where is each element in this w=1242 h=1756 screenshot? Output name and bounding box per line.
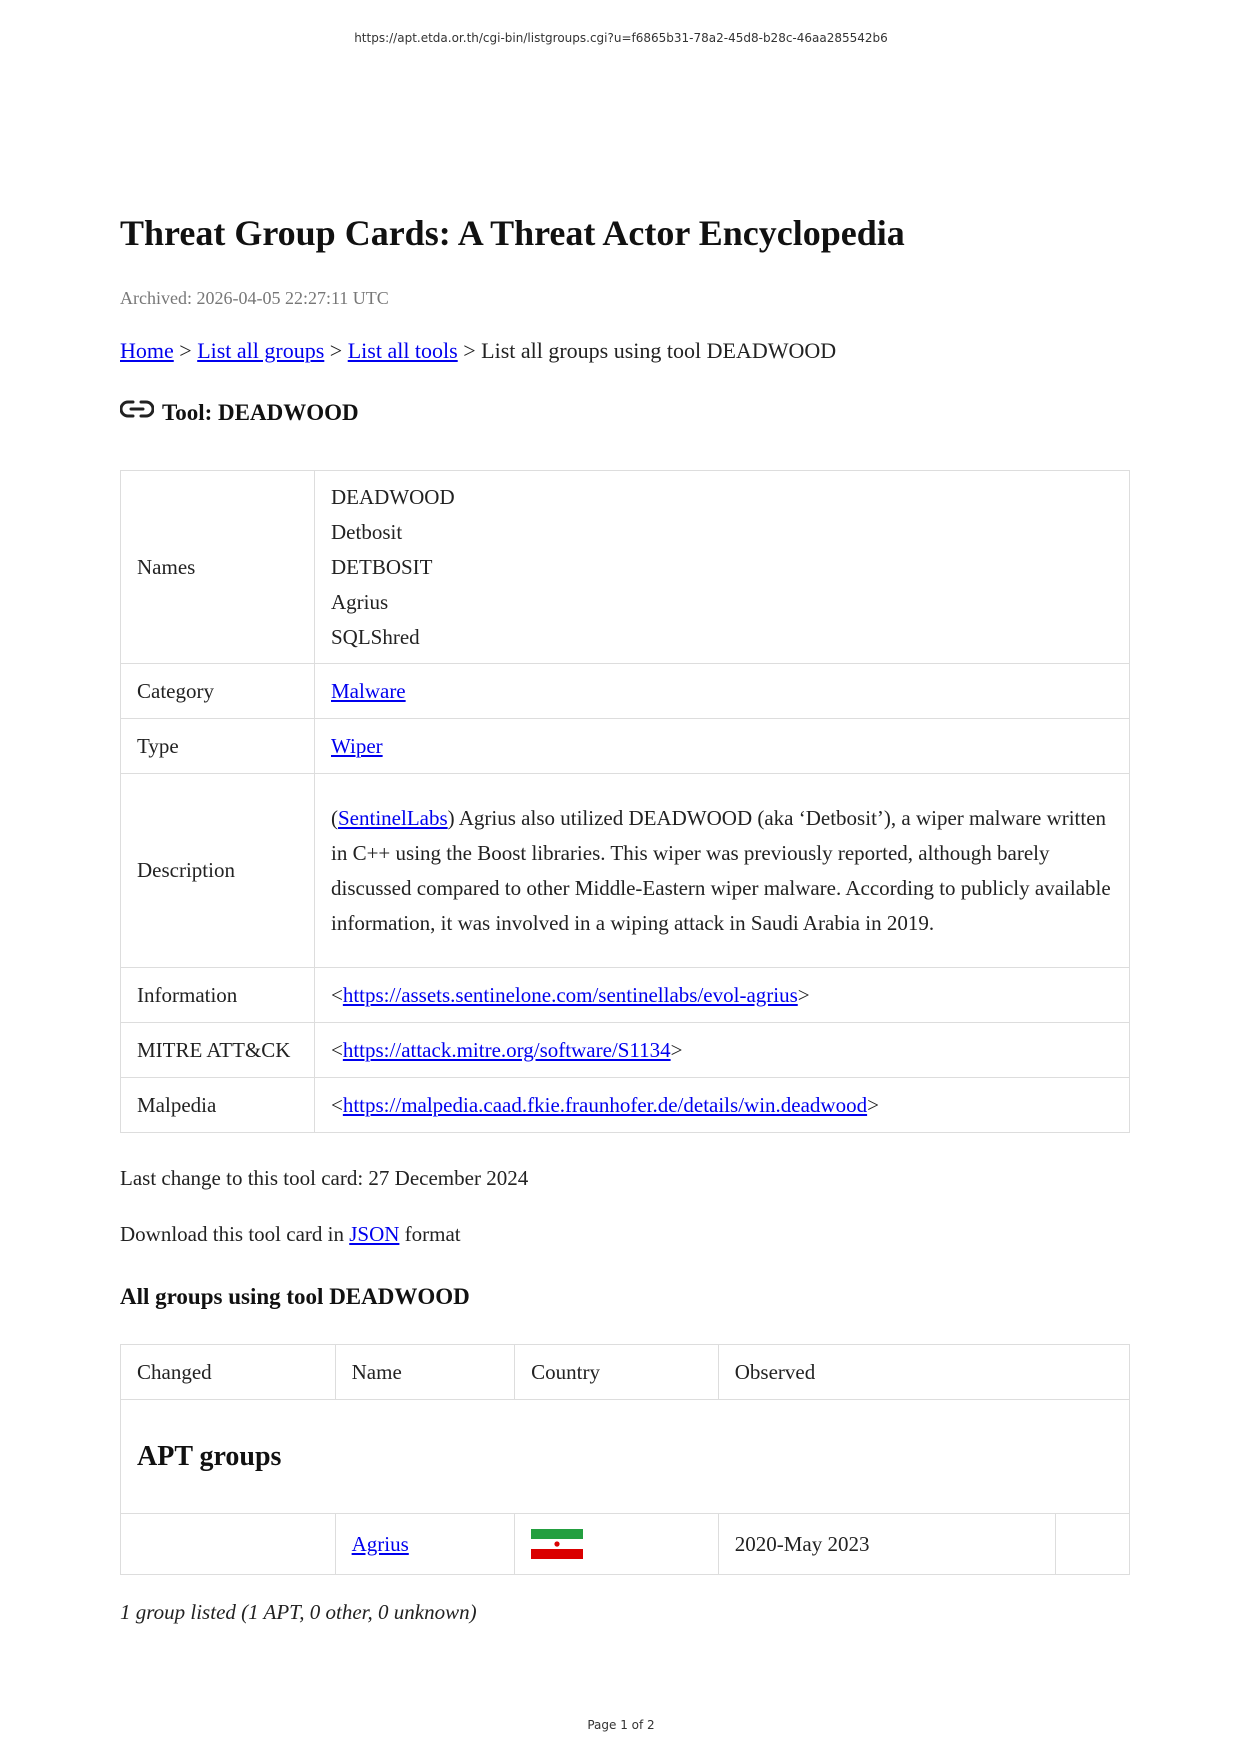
mitre-label: MITRE ATT&CK [121,1023,315,1078]
names-value [315,471,1130,664]
description-text: Agrius also utilized DEADWOOD (aka ‘Detbosit’), a wiper malware written in C++ using the Boost libraries. This wiper was previously reported, although barely discussed compared to other Middle-Eastern wiper malware. According to publicly available information, it was involved in a wiping attack in Saudi Arabia in 2019. [331,805,1111,935]
download-line [120,1222,461,1247]
tool-name: DEADWOOD [331,484,455,509]
description-value: (SentinelLabs) Agrius also utilized DEADWOOD (aka ‘Detbosit’), a wiper malware written in C++ using the Boost libraries. This wiper was previously reported, although barely discussed compared to other Middle-Eastern wiper malware. According to publicly available information, it was involved in a wiping attack in Saudi Arabia in 2019. [315,774,1130,968]
breadcrumb-home-link[interactable]: Home [120,338,174,363]
malpedia-label: Malpedia [121,1078,315,1133]
information-label: Information [121,968,315,1023]
tool-name: SQLShred [331,624,420,649]
group-name-link[interactable]: Agrius [351,1531,409,1556]
archived-timestamp: Archived: 2026-04-05 22:27:11 UTC [120,288,389,308]
malpedia-value: <https://malpedia.caad.fkie.fraunhofer.de/details/win.deadwood> [315,1078,1130,1133]
groups-table [120,1344,1130,1575]
group-country-cell [515,1514,719,1575]
json-download-link[interactable]: JSON [349,1222,400,1246]
tool-name: Detbosit [331,519,403,544]
column-header-observed: Observed [718,1345,1129,1400]
breadcrumb-current: List all groups using tool DEADWOOD [481,338,837,363]
mitre-value: <https://attack.mitre.org/software/S1134> [315,1023,1130,1078]
page-url-header: https://apt.etda.or.th/cgi-bin/listgroups.cgi?u=f6865b31-78a2-45d8-b28c-46aa285542b6 [354,31,888,45]
breadcrumb [120,338,836,364]
link-icon [120,400,154,418]
tool-details-table [120,470,1130,1133]
group-extra-cell [1055,1514,1129,1575]
table-row [121,1023,1130,1078]
breadcrumb-separator: > [179,338,192,363]
breadcrumb-separator: > [463,338,476,363]
table-row [121,1514,1130,1575]
category-label: Category [121,664,315,719]
table-row [121,774,1130,968]
groups-heading: All groups using tool DEADWOOD [120,1284,470,1309]
mitre-link[interactable]: https://attack.mitre.org/software/S1134 [342,1037,671,1062]
group-observed: 2020-May 2023 [718,1514,1055,1575]
tool-name: DETBOSIT [331,554,433,579]
names-label: Names [121,471,315,664]
group-name-cell [335,1514,515,1575]
description-label: Description [121,774,315,968]
type-label: Type [121,719,315,774]
description-source-link[interactable]: SentinelLabs [338,805,448,830]
type-link[interactable]: Wiper [331,733,383,758]
download-suffix: format [404,1222,461,1246]
table-header-row [121,1345,1130,1400]
breadcrumb-all-groups-link[interactable]: List all groups [197,338,325,363]
tool-heading-text: Tool: DEADWOOD [162,400,359,425]
table-row [121,664,1130,719]
breadcrumb-separator: > [329,338,343,363]
page-number-footer: Page 1 of 2 [587,1718,655,1732]
section-row [121,1400,1130,1514]
category-value [315,664,1130,719]
category-link[interactable]: Malware [331,678,406,703]
table-row [121,719,1130,774]
column-header-changed: Changed [121,1345,336,1400]
tool-heading [120,400,359,426]
page-title: Threat Group Cards: A Threat Actor Encyclopedia [120,213,905,253]
group-changed [121,1514,336,1575]
malpedia-link[interactable]: https://malpedia.caad.fkie.fraunhofer.de/details/win.deadwood [342,1092,868,1117]
type-value [315,719,1130,774]
table-row [121,471,1130,664]
information-value: <https://assets.sentinelone.com/sentinellabs/evol-agrius> [315,968,1130,1023]
table-row [121,1078,1130,1133]
breadcrumb-all-tools-link[interactable]: List all tools [347,338,458,363]
column-header-country: Country [515,1345,719,1400]
tool-name: Agrius [331,589,389,614]
groups-summary: 1 group listed (1 APT, 0 other, 0 unknown) [120,1600,477,1624]
iran-flag-icon [531,1529,583,1559]
apt-groups-section-title: APT groups [121,1400,1130,1514]
download-prefix: Download this tool card in [120,1222,344,1246]
column-header-name: Name [335,1345,515,1400]
information-link[interactable]: https://assets.sentinelone.com/sentinellabs/evol-agrius [342,982,798,1007]
last-change-text: Last change to this tool card: 27 December 2024 [120,1166,529,1190]
table-row [121,968,1130,1023]
